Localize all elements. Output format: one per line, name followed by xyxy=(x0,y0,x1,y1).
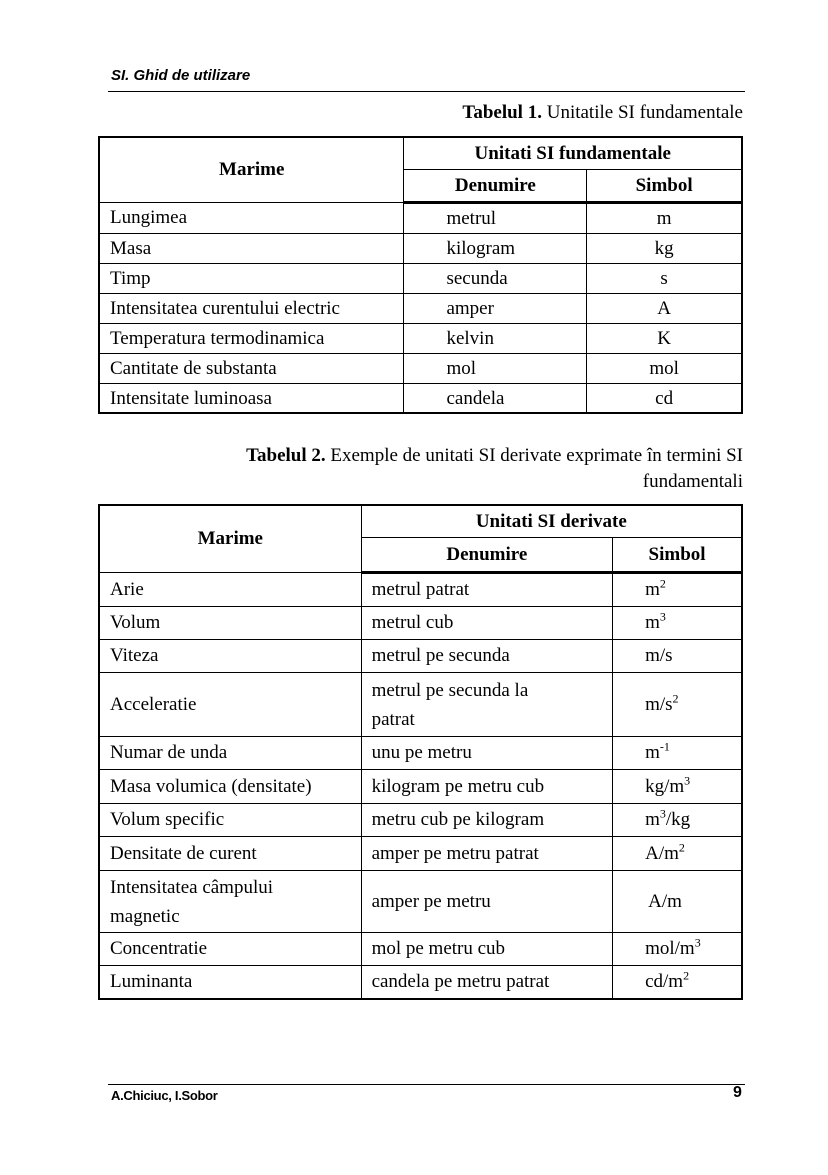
quantity-cell: Arie xyxy=(100,573,362,607)
table-row xyxy=(100,264,742,294)
unit-symbol-cell: $A/m^2$ xyxy=(613,837,742,871)
unit-name-cell: candela pe metru patrat xyxy=(361,966,613,999)
unit-name-cell: amper pe metru patrat xyxy=(361,837,613,871)
unit-name-cell: secunda xyxy=(404,264,587,294)
unit-name-cell: metrul cub xyxy=(361,607,613,640)
quantity-cell: Densitate de curent xyxy=(100,837,362,871)
quantity-cell: Luminanta xyxy=(100,966,362,999)
unit-symbol-cell: $m^2$ xyxy=(613,573,742,607)
unit-symbol-cell: $m^3$ xyxy=(613,607,742,640)
running-header-title: SI. Ghid de utilizare xyxy=(111,67,251,84)
table2-caption-label: Tabelul 2. xyxy=(246,445,326,466)
unit-name-cell: kilogram xyxy=(404,234,587,264)
unit-name-cell: kelvin xyxy=(404,324,587,354)
table1-caption-text: Unitatile SI fundamentale xyxy=(541,102,743,123)
unit-symbol-cell: kg xyxy=(587,234,742,264)
quantity-cell: Concentratie xyxy=(100,933,362,966)
header-divider xyxy=(108,91,745,92)
table-row xyxy=(100,384,742,414)
table-row xyxy=(100,324,742,354)
table-row xyxy=(100,234,742,264)
quantity-cell: Volum xyxy=(100,607,362,640)
unit-name-cell: metru cub pe kilogram xyxy=(361,804,613,837)
unit-name-cell: candela xyxy=(404,384,587,414)
unit-symbol-cell: mol xyxy=(587,354,742,384)
table2-header-group: Unitati SI derivate xyxy=(361,506,741,538)
table-row xyxy=(100,804,742,837)
unit-symbol-cell: $cd/m^2$ xyxy=(613,966,742,999)
table1-header-quantity: Marime xyxy=(100,138,404,203)
quantity-cell: Volum specific xyxy=(100,804,362,837)
table-row xyxy=(100,294,742,324)
table-row xyxy=(100,737,742,770)
table-row xyxy=(100,607,742,640)
unit-symbol-cell: s xyxy=(587,264,742,294)
unit-symbol-cell: m/s xyxy=(613,640,742,673)
quantity-cell: Masa xyxy=(100,234,404,264)
page-number: 9 xyxy=(733,1084,742,1101)
table1-header-symbol: Simbol xyxy=(587,170,742,203)
table2-header-name: Denumire xyxy=(361,538,613,573)
table1-header-group: Unitati SI fundamentale xyxy=(404,138,742,170)
table1-caption xyxy=(300,100,743,126)
unit-name-cell: amper pe metru xyxy=(361,871,613,933)
footer-authors: A.Chiciuc, I.Sobor xyxy=(111,1088,218,1103)
table2-header-symbol: Simbol xyxy=(613,538,742,573)
table-row xyxy=(100,203,742,234)
table2-caption-text: Exemple de unitati SI derivate exprimate în termini SI xyxy=(325,445,743,466)
table-row xyxy=(100,770,742,804)
table1-si-base-units xyxy=(99,137,742,414)
table-row xyxy=(100,354,742,384)
table-row xyxy=(100,933,742,966)
unit-symbol-cell: A/m xyxy=(613,871,742,933)
unit-symbol-cell: mol/$m^3$ xyxy=(613,933,742,966)
table-row xyxy=(100,871,742,933)
quantity-cell: Lungimea xyxy=(100,203,404,234)
quantity-cell: Viteza xyxy=(100,640,362,673)
table-row xyxy=(100,640,742,673)
unit-symbol-cell: $m/s^2$ xyxy=(613,673,742,737)
table2-caption xyxy=(150,443,743,495)
unit-name-cell: mol xyxy=(404,354,587,384)
quantity-cell: Numar de unda xyxy=(100,737,362,770)
unit-symbol-cell: K xyxy=(587,324,742,354)
unit-symbol-cell: cd xyxy=(587,384,742,414)
unit-name-cell: amper xyxy=(404,294,587,324)
quantity-cell: Timp xyxy=(100,264,404,294)
unit-name-cell: kilogram pe metru cub xyxy=(361,770,613,804)
unit-name-cell: unu pe metru xyxy=(361,737,613,770)
unit-symbol-cell: $m^3/kg$ xyxy=(613,804,742,837)
unit-symbol-cell: $m^{-1}$ xyxy=(613,737,742,770)
quantity-cell: Masa volumica (densitate) xyxy=(100,770,362,804)
table1-caption-label: Tabelul 1. xyxy=(462,102,542,123)
footer-divider xyxy=(108,1084,745,1085)
unit-name-cell: metrul xyxy=(404,203,587,234)
table-row xyxy=(100,673,742,737)
table-row xyxy=(100,966,742,999)
unit-symbol-cell: m xyxy=(587,203,742,234)
unit-name-cell: metrul pe secunda la patrat xyxy=(361,673,613,737)
quantity-cell: Acceleratie xyxy=(100,673,362,737)
unit-symbol-cell: $kg/m^3$ xyxy=(613,770,742,804)
table2-si-derived-units xyxy=(99,505,742,999)
unit-name-cell: mol pe metru cub xyxy=(361,933,613,966)
table2-header-quantity: Marime xyxy=(100,506,362,573)
table-row xyxy=(100,573,742,607)
quantity-cell: Intensitate luminoasa xyxy=(100,384,404,414)
quantity-cell: Intensitatea câmpului magnetic xyxy=(100,871,362,933)
unit-name-cell: metrul pe secunda xyxy=(361,640,613,673)
table2-caption-line2: fundamentali xyxy=(642,471,743,492)
table-row xyxy=(100,837,742,871)
quantity-cell: Cantitate de substanta xyxy=(100,354,404,384)
quantity-cell: Intensitatea curentului electric xyxy=(100,294,404,324)
table1-header-name: Denumire xyxy=(404,170,587,203)
quantity-cell: Temperatura termodinamica xyxy=(100,324,404,354)
unit-symbol-cell: A xyxy=(587,294,742,324)
unit-name-cell: metrul patrat xyxy=(361,573,613,607)
